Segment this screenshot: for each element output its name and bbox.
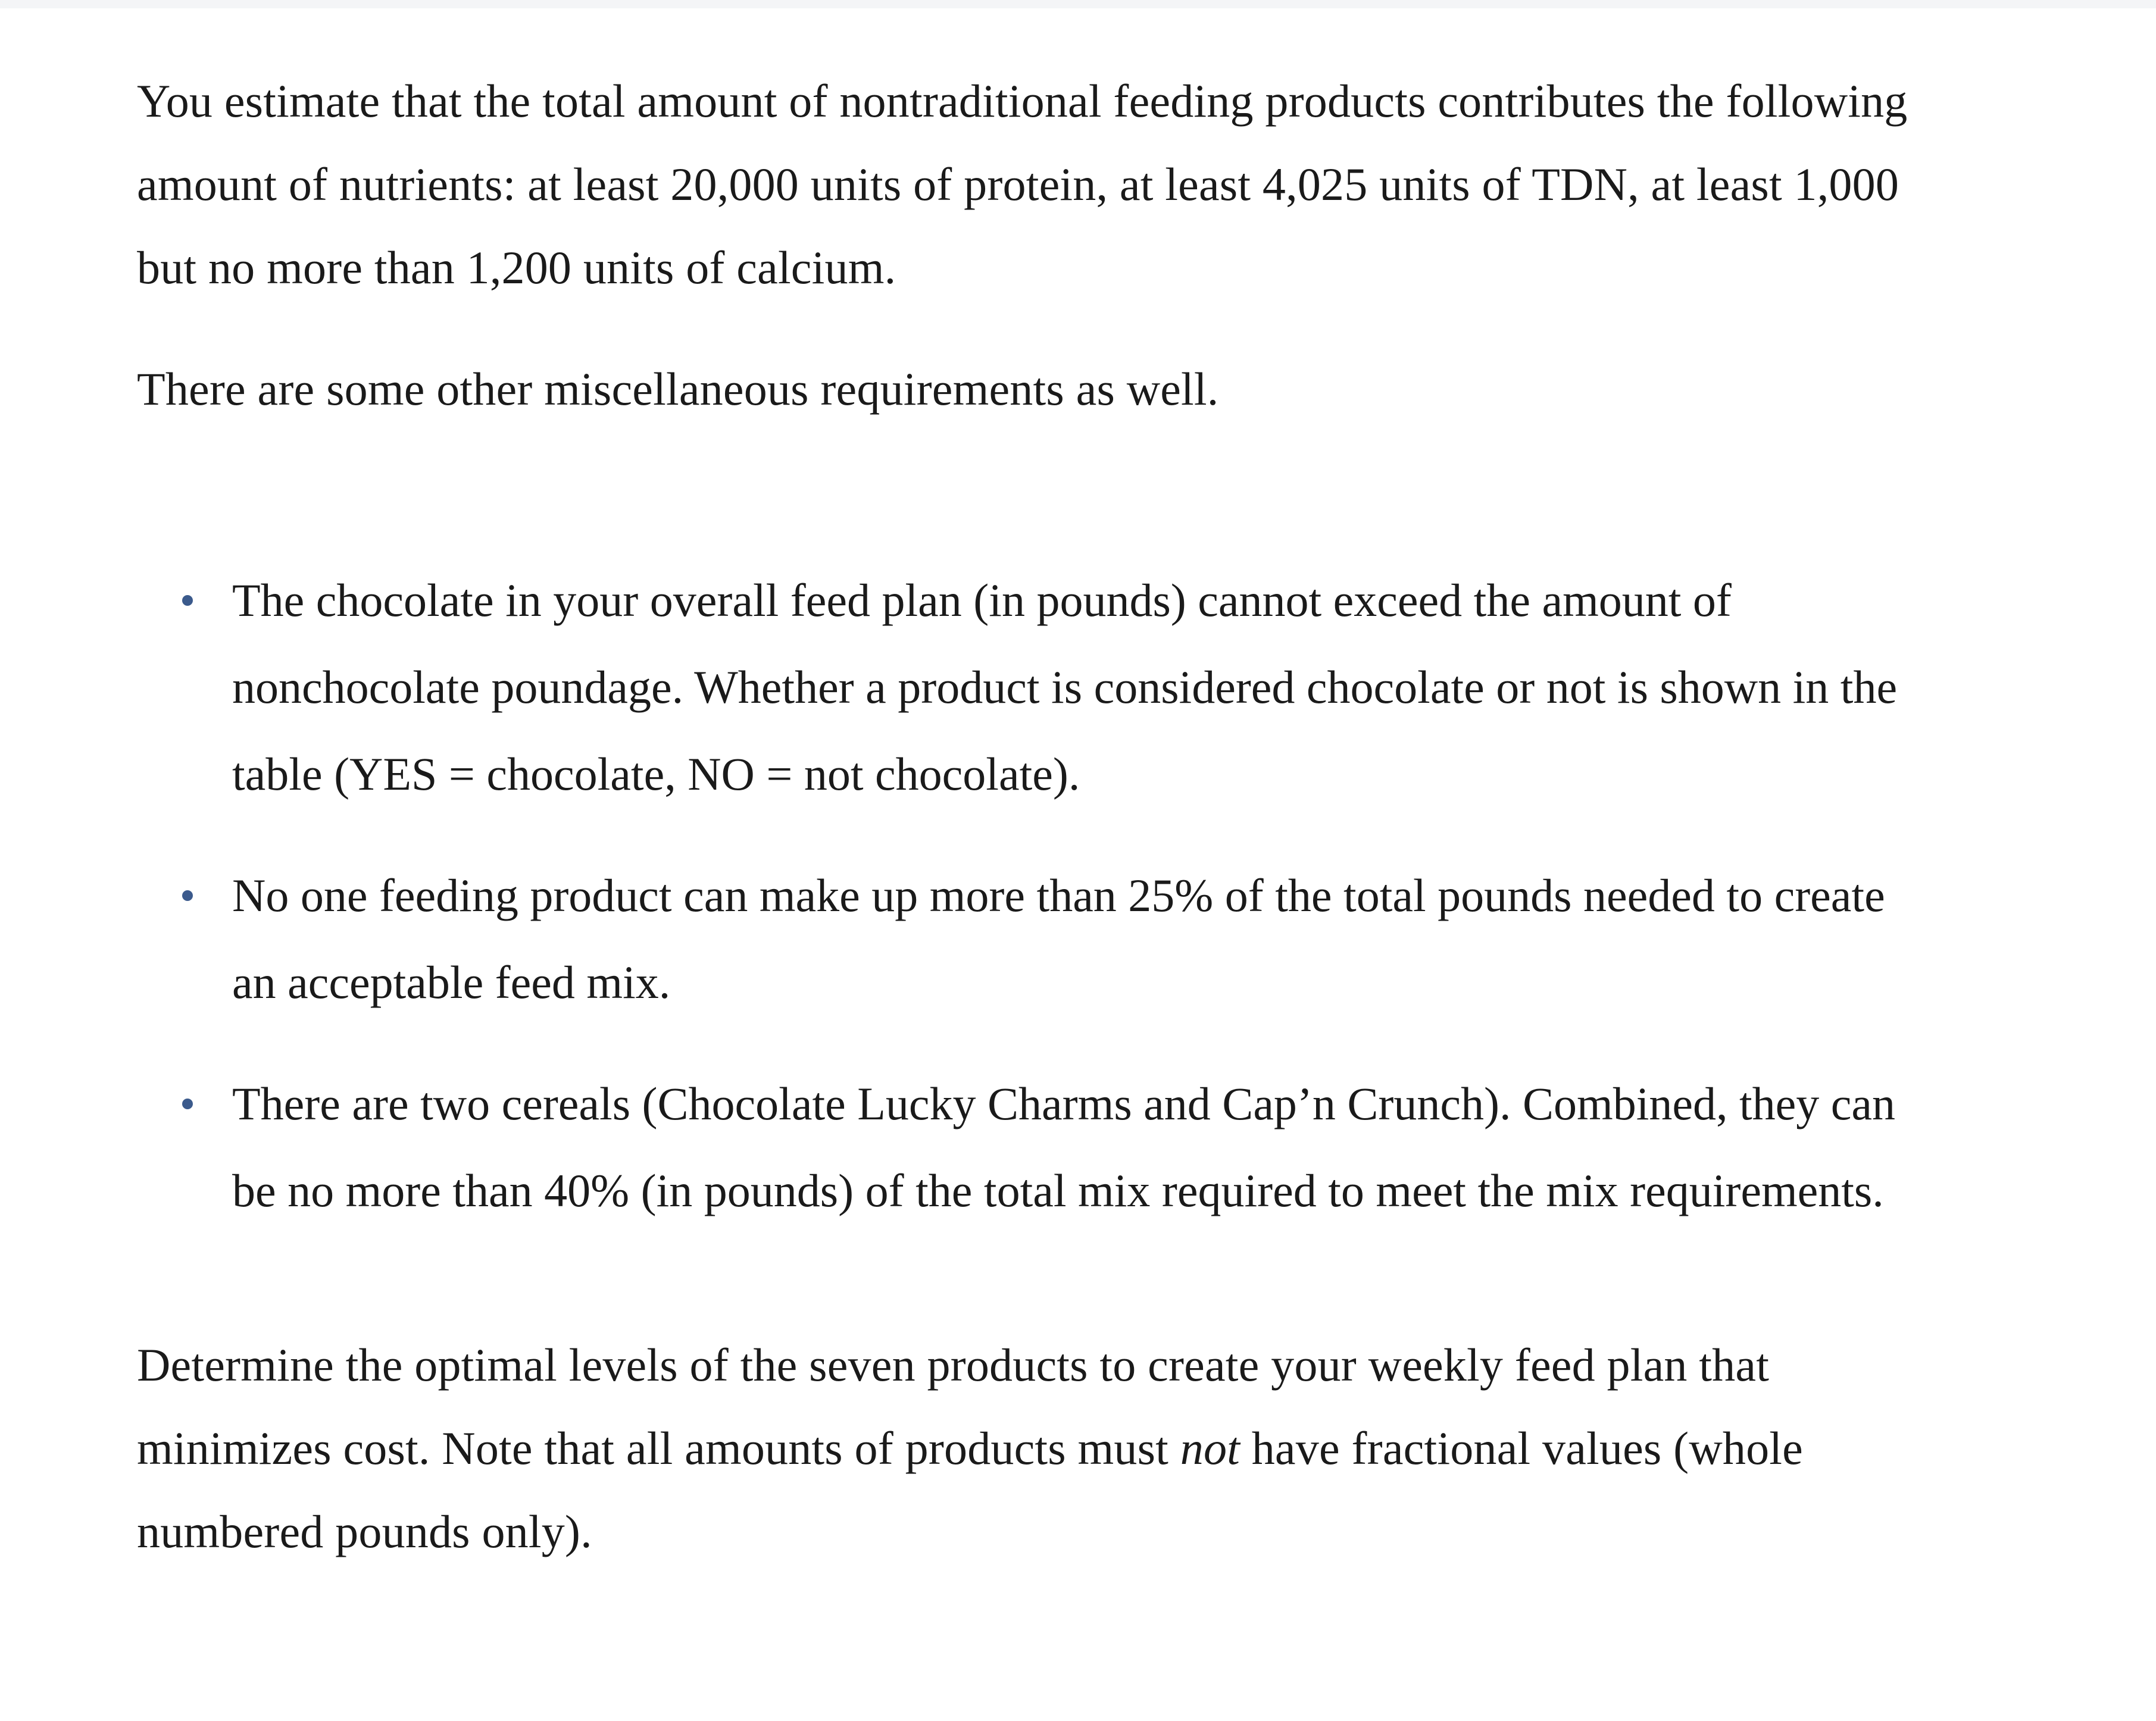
list-item [232,852,1923,1026]
conclusion-text-end: have fractional values (whole numbered pounds only). [137,1422,1803,1557]
list-item-text: No one feeding product can make up more than 25% of the total pounds needed to create an acceptable feed mix. [232,869,1885,1008]
intro-paragraph: You estimate that the total amount of nontraditional feeding products contributes the following amount of nutrients: at least 20,000 units of protein, at least 4,025 units of TDN, at least 1,000 but no more than 1,200 units of calcium. [137,75,1908,293]
bullet-icon [182,557,194,644]
list-item [232,557,1923,818]
top-strip [0,0,2156,8]
list-item-text: The chocolate in your overall feed plan (in pounds) cannot exceed the amount of nonchocolate poundage. Whether a product is considered chocolate or not is shown in the table (YES = chocolate, NO = not chocolate). [232,574,1898,800]
document-content [137,60,1923,1573]
conclusion-paragraph [137,1323,1923,1573]
conclusion-text-start: Determine the optimal levels of the seven products to create your weekly feed plan that minimizes cost. Note that all amounts of products must [137,1339,1770,1474]
bullet-icon [182,852,194,939]
list-item [232,1060,1923,1234]
list-item-text: There are two cereals (Chocolate Lucky Charms and Cap’n Crunch). Combined, they can be no more than 40% (in pounds) of the total mix required to meet the mix requirements. [232,1078,1896,1216]
requirements-list [137,557,1923,1234]
misc-requirements-paragraph: There are some other miscellaneous requirements as well. [137,363,1219,415]
bullet-icon [182,1060,194,1147]
conclusion-emphasis: not [1180,1422,1241,1474]
